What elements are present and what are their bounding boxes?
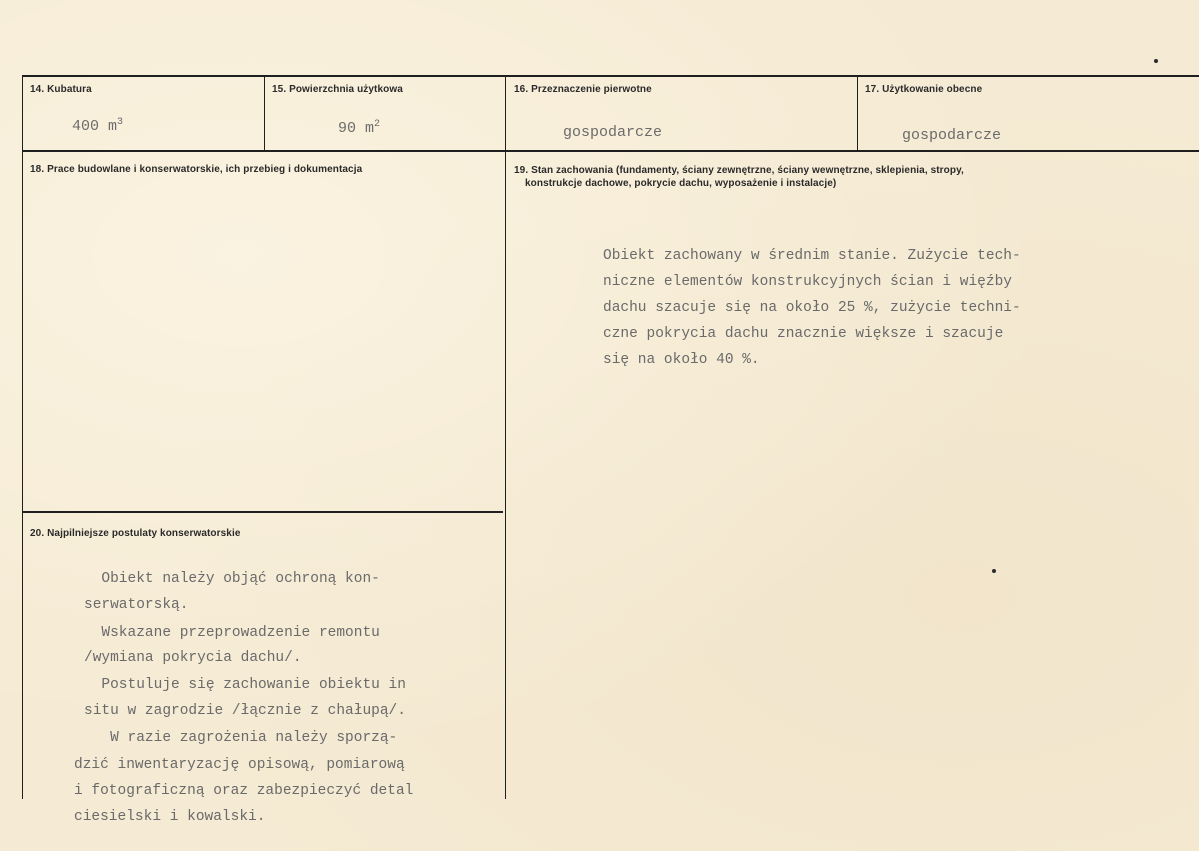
- field-18-label: 18. Prace budowlane i konserwatorskie, ich przebieg i dokumentacja: [30, 164, 363, 175]
- field-19-line: czne pokrycia dachu znacznie większe i szacuje: [603, 326, 1004, 342]
- field-15-label: 15. Powierzchnia użytkowa: [272, 84, 403, 95]
- field-20-line: dzić inwentaryzację opisową, pomiarową: [74, 757, 405, 773]
- row-divider-line: [22, 150, 1199, 152]
- field-14-value-main: 400 m: [72, 118, 118, 135]
- field-20-line: Postuluje się zachowanie obiektu in: [84, 677, 406, 693]
- field-20-line: Obiekt należy objąć ochroną kon-: [84, 571, 380, 587]
- field-14-label: 14. Kubatura: [30, 84, 92, 95]
- field-14-value: [72, 117, 123, 135]
- field-19-line: niczne elementów konstrukcyjnych ścian i więźby: [603, 274, 1012, 290]
- field-17-label: 17. Użytkowanie obecne: [865, 84, 983, 95]
- field18-bottom-line: [22, 511, 503, 513]
- field-15-value-sup: 2: [374, 119, 381, 130]
- field-19-label-line2: konstrukcje dachowe, pokrycie dachu, wyposażenie i instalacje): [525, 178, 837, 189]
- field-19-line: Obiekt zachowany w średnim stanie. Zużycie tech-: [603, 248, 1021, 264]
- field-19-label-line1: 19. Stan zachowania (fundamenty, ściany zewnętrzne, ściany wewnętrzne, sklepienia, stropy,: [514, 165, 964, 176]
- field-15-value-main: 90 m: [338, 120, 375, 137]
- field-16-value: gospodarcze: [563, 124, 663, 141]
- field-16-label: 16. Przeznaczenie pierwotne: [514, 84, 652, 95]
- field-20-line: serwatorską.: [84, 597, 189, 613]
- field-20-label: 20. Najpilniejsze postulaty konserwatorskie: [30, 528, 241, 539]
- ink-dot: [1154, 59, 1158, 63]
- field-19-line: dachu szacuje się na około 25 %, zużycie techni-: [603, 300, 1021, 316]
- field-14-value-sup: 3: [117, 117, 124, 128]
- field-20-line: ciesielski i kowalski.: [74, 809, 266, 825]
- col-divider-14-15: [264, 76, 265, 151]
- col-divider-16-17: [857, 76, 858, 151]
- field-17-value: gospodarcze: [902, 127, 1002, 144]
- field-20-line: /wymiana pokrycia dachu/.: [84, 650, 302, 666]
- field-20-line: W razie zagrożenia należy sporzą-: [84, 730, 398, 746]
- field-20-line: situ w zagrodzie /łącznie z chałupą/.: [84, 703, 406, 719]
- field-19-line: się na około 40 %.: [603, 352, 760, 368]
- field-15-value: [338, 119, 380, 137]
- col-divider-15-16: [505, 76, 506, 799]
- top-border-line: [22, 75, 1199, 77]
- left-border-line: [22, 76, 23, 799]
- field-20-line: Wskazane przeprowadzenie remontu: [84, 625, 380, 641]
- field-20-line: i fotograficzną oraz zabezpieczyć detal: [74, 783, 414, 799]
- ink-dot: [992, 569, 996, 573]
- faint-bleed-through: [470, 0, 990, 8]
